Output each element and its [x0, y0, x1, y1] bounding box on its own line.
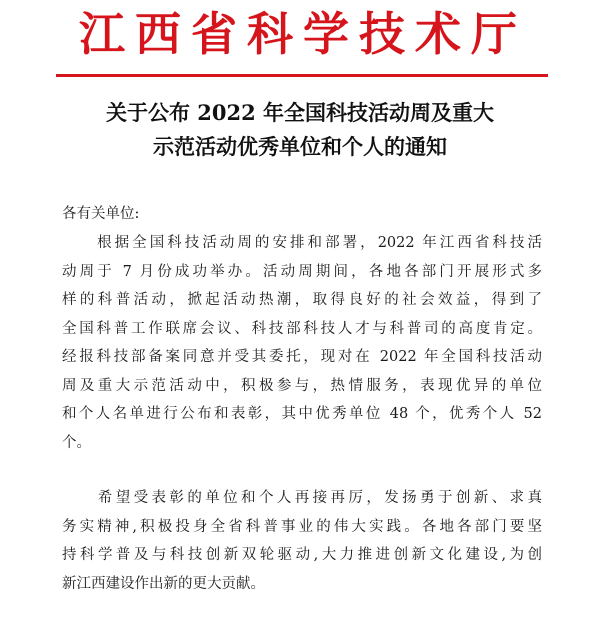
paragraph-line: 个。	[62, 434, 91, 451]
paragraph-line: 经报科技部备案同意并受其委托，现对在 2022 年全国科技活动	[62, 349, 542, 365]
salutation: 各有关单位:	[62, 206, 140, 222]
paragraph-line: 动周于 7 月份成功举办。活动周期间，各地各部门开展形式多	[62, 263, 542, 280]
paragraph-line: 务实精神,积极投身全省科普事业的伟大实践。各地各部门要坚	[62, 518, 542, 535]
paragraph-line: 和个人名单进行公布和表彰，其中优秀单位 48 个，优秀个人 52	[62, 406, 542, 422]
paragraph-line: 希望受表彰的单位和个人再接再厉，发扬勇于创新、求真	[62, 490, 542, 506]
paragraph-line: 全国科普工作联席会议、科技部科技人才与科普司的高度肯定。	[62, 320, 542, 337]
body-paragraph-2	[62, 484, 542, 598]
paragraph-line: 周及重大示范活动中，积极参与，热情服务，表现优异的单位	[62, 377, 542, 394]
paragraph-line: 新江西建设作出新的更大贡献。	[62, 575, 265, 592]
paragraph-line: 持科学普及与科技创新双轮驱动,大力推进创新文化建设,为创	[62, 547, 542, 563]
title-line-1: 关于公布 2022 年全国科技活动周及重大	[105, 100, 495, 125]
letterhead-red-rule	[56, 74, 548, 77]
body-paragraph-1	[62, 229, 542, 457]
paragraph-line: 根据全国科技活动周的安排和部署，2022 年江西省科技活	[62, 235, 542, 251]
paragraph-line: 样的科普活动，掀起活动热潮，取得良好的社会效益，得到了	[62, 292, 542, 308]
document-title	[60, 96, 540, 164]
letterhead-org-name: 江西省科学技术厅	[79, 7, 527, 61]
title-line-2: 示范活动优秀单位和个人的通知	[153, 134, 447, 159]
